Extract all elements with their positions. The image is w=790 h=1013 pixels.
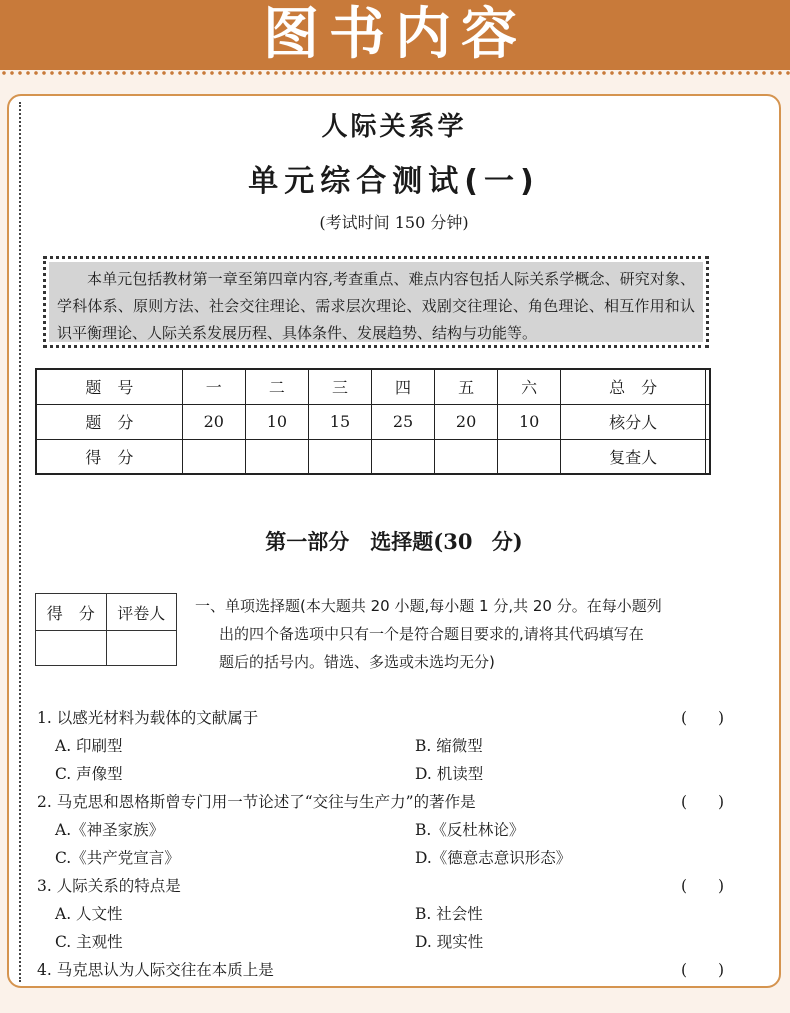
option-d: D.《德意志意识形态》 (415, 849, 572, 867)
cell (705, 404, 710, 439)
cell: 20 (182, 404, 245, 439)
option-c: C. 声像型 (55, 765, 123, 783)
cell: 三 (308, 369, 371, 404)
unit-intro-box (43, 256, 709, 348)
score-table (35, 368, 711, 475)
grader-blank (106, 631, 177, 666)
option-b: B.《反杜林论》 (415, 821, 525, 839)
answer-bracket: ( ) (681, 961, 725, 979)
cell (705, 369, 710, 404)
cell: 10 (245, 404, 308, 439)
cell: 25 (371, 404, 434, 439)
option-b: B. 缩微型 (415, 737, 483, 755)
section-line: 出的四个备选项中只有一个是符合题目要求的,请将其代码填写在 (219, 625, 644, 643)
cell: 复查人 (561, 439, 706, 474)
question-item (37, 956, 737, 984)
cell (705, 439, 710, 474)
cell: 10 (498, 404, 561, 439)
cell: 20 (435, 404, 498, 439)
section-line: 题后的括号内。错选、多选或未选均无分) (219, 653, 495, 671)
cell: 15 (308, 404, 371, 439)
question-text: 4. 马克思认为人际交往在本质上是 (37, 961, 274, 979)
option-c: C.《共产党宣言》 (55, 849, 180, 867)
banner-dotted-border (0, 70, 790, 76)
question-item (37, 788, 737, 872)
book-title: 人际关系学 (321, 112, 467, 142)
score-label: 得 分 (36, 594, 107, 631)
cell (371, 439, 434, 474)
banner-title: 图书内容 (263, 2, 527, 67)
grader-table (35, 593, 177, 666)
cell: 题 分 (36, 404, 182, 439)
cell: 二 (245, 369, 308, 404)
cell: 得 分 (36, 439, 182, 474)
page-banner (0, 0, 790, 70)
grader-label: 评卷人 (106, 594, 177, 631)
cell: 题 号 (36, 369, 182, 404)
exam-time: (考试时间 150 分钟) (319, 213, 469, 232)
exam-paper (7, 94, 781, 988)
cell: 一 (182, 369, 245, 404)
cell: 总 分 (561, 369, 706, 404)
cell: 五 (435, 369, 498, 404)
part-heading: 第一部分 选择题(30 分) (265, 529, 523, 554)
score-table-row-number (36, 369, 710, 404)
cell (245, 439, 308, 474)
answer-bracket: ( ) (681, 793, 725, 811)
option-a: A.《神圣家族》 (55, 821, 165, 839)
unit-intro-text: 本单元包括教材第一章至第四章内容,考查重点、难点内容包括人际关系学概念、研究对象、学科体系、原则方法、社会交往理论、需求层次理论、戏剧交往理论、角色理论、相互作用和认识平衡理论、人际关系发展历程、具体条件、发展趋势、结构与功能等。 (49, 262, 703, 342)
cell: 四 (371, 369, 434, 404)
option-d: D. 机读型 (415, 765, 484, 783)
score-blank (36, 631, 107, 666)
cell: 六 (498, 369, 561, 404)
exam-title: 单元综合测试(一) (248, 164, 540, 199)
option-d: D. 现实性 (415, 933, 484, 951)
answer-bracket: ( ) (681, 877, 725, 895)
question-text: 3. 人际关系的特点是 (37, 877, 181, 895)
question-text: 1. 以感光材料为载体的文献属于 (37, 709, 259, 727)
answer-bracket: ( ) (681, 709, 725, 727)
question-item (37, 872, 737, 956)
question-item (37, 704, 737, 788)
cell (435, 439, 498, 474)
option-c: C. 主观性 (55, 933, 123, 951)
cell (498, 439, 561, 474)
cell: 核分人 (561, 404, 706, 439)
option-a: A. 印刷型 (55, 737, 123, 755)
score-table-row-points (36, 404, 710, 439)
cell (308, 439, 371, 474)
option-b: B. 社会性 (415, 905, 483, 923)
option-a: A. 人文性 (55, 905, 123, 923)
section-line: 一、单项选择题(本大题共 20 小题,每小题 1 分,共 20 分。在每小题列 (195, 597, 662, 615)
section-instructions (195, 592, 723, 676)
question-text: 2. 马克思和恩格斯曾专门用一节论述了“交往与生产力”的著作是 (37, 793, 476, 811)
score-table-row-earned (36, 439, 710, 474)
cell (182, 439, 245, 474)
question-list (37, 704, 737, 984)
